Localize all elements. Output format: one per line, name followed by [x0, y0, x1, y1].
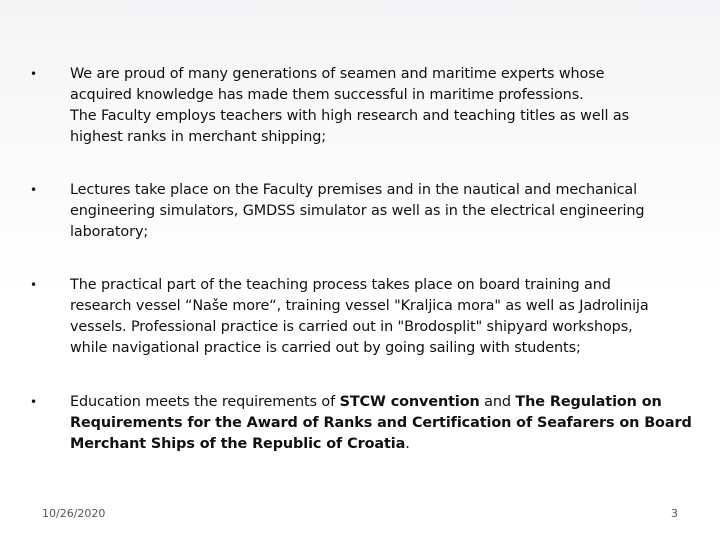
- regulation-title-line: The Regulation on: [515, 394, 662, 410]
- regulation-title-line: Requirements for the Award of Ranks and Certification of Seafarers on Board: [70, 415, 692, 431]
- bullet-text-line: laboratory;: [70, 224, 149, 240]
- bullet-text-prefix: Education meets the requirements of: [70, 394, 340, 410]
- footer-date: 10/26/2020: [42, 507, 106, 520]
- bullet-item-practical-teaching: [30, 275, 649, 359]
- bullet-text-line: acquired knowledge has made them successful in maritime professions.: [70, 87, 584, 103]
- bullet-text-line: vessels. Professional practice is carried out in "Brodosplit" shipyard workshops,: [70, 319, 633, 335]
- bullet-text-line: while navigational practice is carried out by going sailing with students;: [70, 340, 581, 356]
- bullet-item-faculty-pride: [30, 64, 629, 148]
- bullet-marker: •: [30, 395, 37, 409]
- bullet-text-line: The Faculty employs teachers with high research and teaching titles as well as: [70, 108, 629, 124]
- bullet-marker: •: [30, 67, 37, 81]
- bullet-text-line: [70, 392, 692, 413]
- bullet-marker: •: [30, 278, 37, 292]
- bullet-text-line: engineering simulators, GMDSS simulator as well as in the electrical engineering: [70, 203, 645, 219]
- bullet-text-line: We are proud of many generations of seamen and maritime experts whose: [70, 66, 605, 82]
- bullet-marker: •: [30, 183, 37, 197]
- bullet-text-line: [70, 434, 692, 455]
- bullet-text-suffix: .: [405, 436, 410, 452]
- regulation-title-line: Merchant Ships of the Republic of Croatia: [70, 436, 406, 452]
- bullet-text-line: research vessel “Naše more“, training vessel "Kraljica mora" as well as Jadrolinija: [70, 298, 649, 314]
- bullet-text-line: [70, 413, 692, 434]
- bullet-text-line: highest ranks in merchant shipping;: [70, 129, 327, 145]
- bullet-item-education-requirements: [30, 392, 692, 455]
- bullet-item-lectures: [30, 180, 644, 243]
- bullet-text-line: Lectures take place on the Faculty premises and in the nautical and mechanical: [70, 182, 638, 198]
- stcw-convention-text: STCW convention: [339, 394, 480, 410]
- bullet-text-line: The practical part of the teaching process takes place on board training and: [70, 277, 611, 293]
- bullet-text-middle: and: [479, 394, 516, 410]
- footer-page-number: 3: [671, 507, 678, 520]
